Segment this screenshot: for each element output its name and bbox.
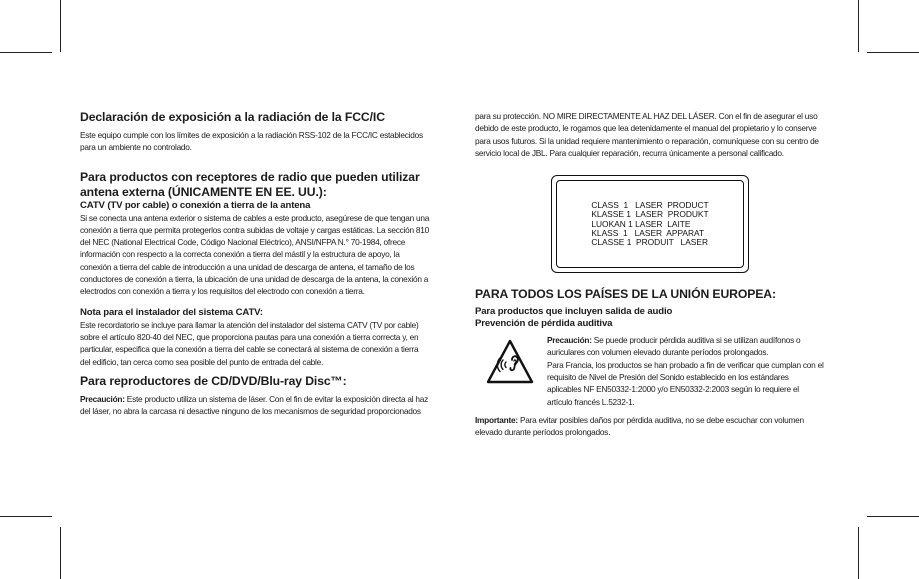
fcc-paragraph: Este equipo cumple con los límites de exposición a la radiación RSS-102 de la FCC/IC establecidos para un ambiente no controlado. [80,130,423,153]
laser-label-outer-border [551,175,749,273]
hearing-protection-warning-icon [485,338,535,388]
hearing-text [547,334,825,408]
installer-paragraph: Este recordatorio se incluye para llamar la atención del instalador del sistema CATV (TV por cable) sobre el artículo 820-40 del NEC, que proporciona pautas para una conexión a tierra correcta y, en particular, especifica que la conexión a tierra del cable se conectará al sistema de conexión a tierra del edificio, tan cerca como sea posible del punto de entrada del cable. [80,319,419,367]
laser-label-inner-border [556,180,744,268]
crop-mark [867,52,919,53]
crop-mark [60,527,61,579]
eu-heading: PARA TODOS LOS PAÍSES DE LA UNIÓN EUROPEA: [475,287,776,302]
crop-mark [0,516,52,517]
catv-subheading: CATV (TV por cable) o conexión a tierra de la antena [80,199,311,211]
caution-lead: Precaución: [80,393,125,404]
hearing-block [475,334,825,408]
fcc-heading: Declaración de exposición a la radiación de la FCC/IC [80,110,385,124]
hearing-caution-paragraph [547,334,825,359]
caution-text: Este producto utiliza un sistema de láser. Con el fin de evitar la exposición directa al haz del láser, no abra la carcasa ni desactive ninguno de los mecanismos de seguridad proporcionados [80,393,429,417]
caution-paragraph [80,393,430,418]
crop-mark [867,516,919,517]
hearing-subheading: Prevención de pérdida auditiva [475,318,613,330]
cd-heading: Para reproductores de CD/DVD/Blu-ray Disc™: [80,373,347,388]
left-column [80,110,430,417]
installer-subheading: Nota para el instalador del sistema CATV: [80,306,263,318]
audio-subheading: Para productos que incluyen salida de audio [475,306,673,318]
hearing-caution-text: Se puede producir pérdida auditiva si se utilizan audífonos o auriculares con volumen elevado durante períodos prolongados. [547,335,801,358]
radio-heading: Para productos con receptores de radio que pueden utilizar antena externa (ÚNICAMENTE EN EE. UU.): [80,169,420,199]
right-column [475,110,825,439]
crop-mark [858,0,859,52]
important-lead: Importante: [475,414,518,425]
laser-class-label: CLASS 1 LASER PRODUCT KLASSE 1 LASER PRODUKT LUOKAN 1 LASER LAITE KLASS 1 LASER APPARAT CLASSE 1 PRODUIT LASER [591,199,709,248]
hearing-caution-lead: Precaución: [547,335,592,346]
laser-label-wrap [475,175,825,273]
catv-paragraph: Si se conecta una antena exterior o sistema de cables a este producto, asegúrese de que tengan una conexión a tierra que permita protegerlos contra subidas de voltaje y cargas estáticas. La sección 810 del NEC (National Electrical Code, Código Nacional Eléctrico), ANSI/NFPA N.° 70-1984, ofrece información con respecto a la correcta conexión a tierra del mástil y la estructura de apoyo, la conexión a tierra del cable de introducción a una unidad de descarga de antena, el tamaño de los conductores de conexión a tierra, la ubicación de una unidad de descarga de la antena, la conexión a electrodos con conexión a tierra y los requisitos del electrodo con conexión a tierra. [80,212,430,297]
laser-continued-paragraph: para su protección. NO MIRE DIRECTAMENTE AL HAZ DEL LÁSER. Con el fin de asegurar el uso debido de este producto, le rogamos que lea detenidamente el manual del propietario y lo conserve para usos futuros. Si la unidad requiere mantenimiento o reparación, comuníquese con su centro de servicio local de JBL. Para cualquier reparación, recurra únicamente a personal calificado. [475,111,819,158]
crop-mark [858,527,859,579]
crop-mark [0,52,52,53]
france-paragraph: Para Francia, los productos se han probado a fin de verificar que cumplan con el requisito de Nivel de Presión del Sonido establecido en los estándares aplicables NF EN50332-1:2000 y/o EN50332-2:2003 según lo requiere el artículo francés L.5232-1. [547,359,824,407]
crop-mark [60,0,61,52]
important-text: Para evitar posibles daños por pérdida auditiva, no se debe escuchar con volumen elevado durante períodos prolongados. [475,414,804,438]
important-paragraph [475,414,825,439]
